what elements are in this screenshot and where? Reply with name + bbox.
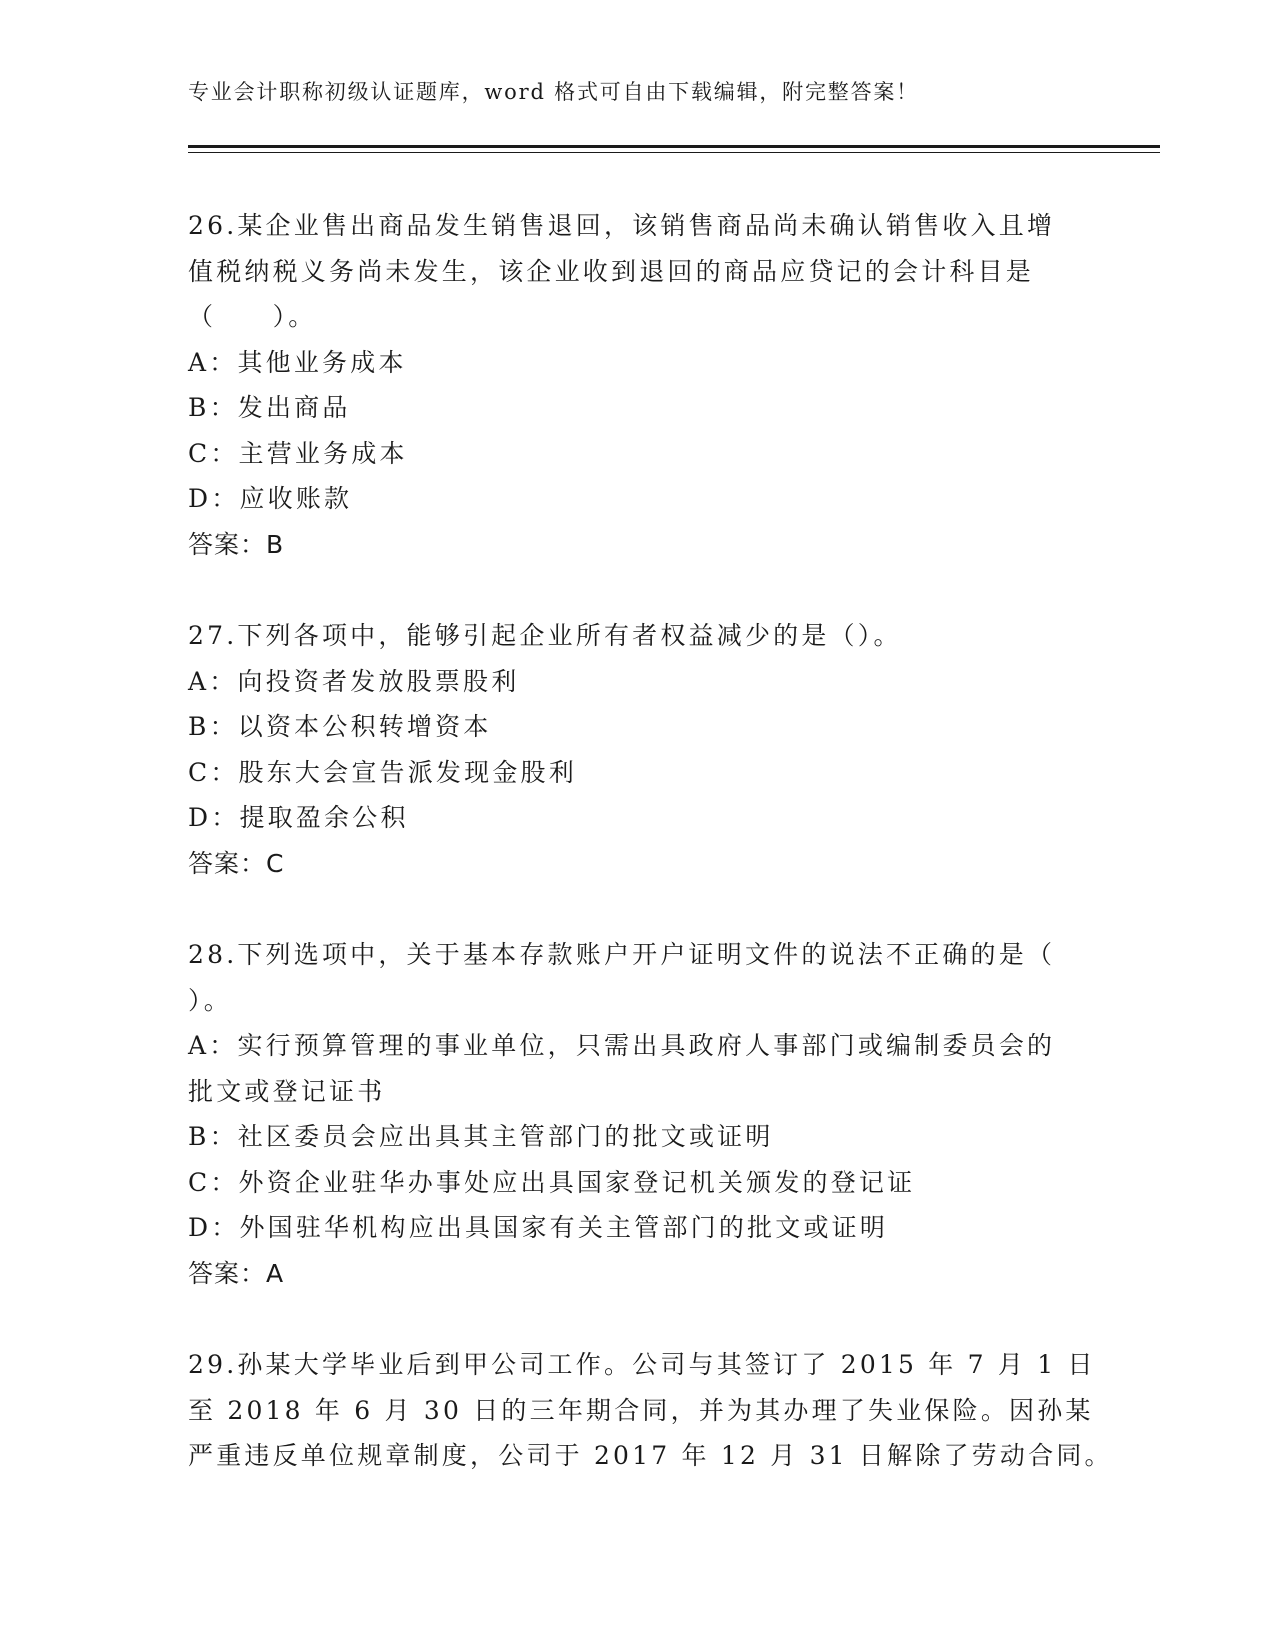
option-a-continued: 批文或登记证书 (188, 1076, 386, 1106)
answer: 答案：C (188, 848, 285, 878)
option-a: A：向投资者发放股票股利 (188, 666, 520, 696)
question-stem-line: （ ）。 (188, 302, 317, 331)
option-c: C：主营业务成本 (188, 438, 408, 468)
question-stem-line: 值税纳税义务尚未发生，该企业收到退回的商品应贷记的会计科目是 (188, 256, 1035, 286)
question-stem-line: ）。 (188, 985, 232, 1015)
question-stem-line: 26.某企业售出商品发生销售退回，该销售商品尚未确认销售收入且增 (188, 211, 1056, 240)
option-a: A：其他业务成本 (188, 347, 407, 377)
question-list (188, 203, 1113, 1525)
option-b: B：以资本公积转增资本 (188, 712, 492, 741)
page-header: 专业会计职称初级认证题库，word 格式可自由下载编辑，附完整答案！ (188, 80, 919, 104)
header-rule-thin (188, 152, 1160, 153)
option-b: B：社区委员会应出具其主管部门的批文或证明 (188, 1122, 774, 1151)
option-c: C：外资企业驻华办事处应出具国家登记机关颁发的登记证 (188, 1167, 916, 1197)
option-d: D：应收账款 (188, 484, 353, 513)
answer: 答案：A (188, 1258, 285, 1288)
question-stem-line: 27.下列各项中，能够引起企业所有者权益减少的是（）。 (188, 621, 902, 650)
question-stem-line: 至 2018 年 6 月 30 日的三年期合同，并为其办理了失业保险。因孙某 (188, 1395, 1094, 1425)
option-c: C：股东大会宣告派发现金股利 (188, 757, 577, 787)
option-b: B：发出商品 (188, 393, 351, 422)
option-d: D：外国驻华机构应出具国家有关主管部门的批文或证明 (188, 1213, 889, 1242)
question-27 (188, 613, 1088, 886)
question-29 (188, 1342, 1113, 1479)
answer: 答案：B (188, 529, 285, 559)
question-stem-line: 28.下列选项中，关于基本存款账户开户证明文件的说法不正确的是（ (188, 940, 1056, 969)
option-a: A：实行预算管理的事业单位，只需出具政府人事部门或编制委员会的 (188, 1031, 1056, 1060)
question-stem-line: 29.孙某大学毕业后到甲公司工作。公司与其签订了 2015 年 7 月 1 日 (188, 1350, 1096, 1379)
option-d: D：提取盈余公积 (188, 803, 409, 832)
question-stem-line: 严重违反单位规章制度，公司于 2017 年 12 月 31 日解除了劳动合同。 (188, 1441, 1113, 1470)
question-28 (188, 932, 1088, 1296)
question-26 (188, 203, 1088, 567)
header-rule-thick (188, 145, 1160, 148)
